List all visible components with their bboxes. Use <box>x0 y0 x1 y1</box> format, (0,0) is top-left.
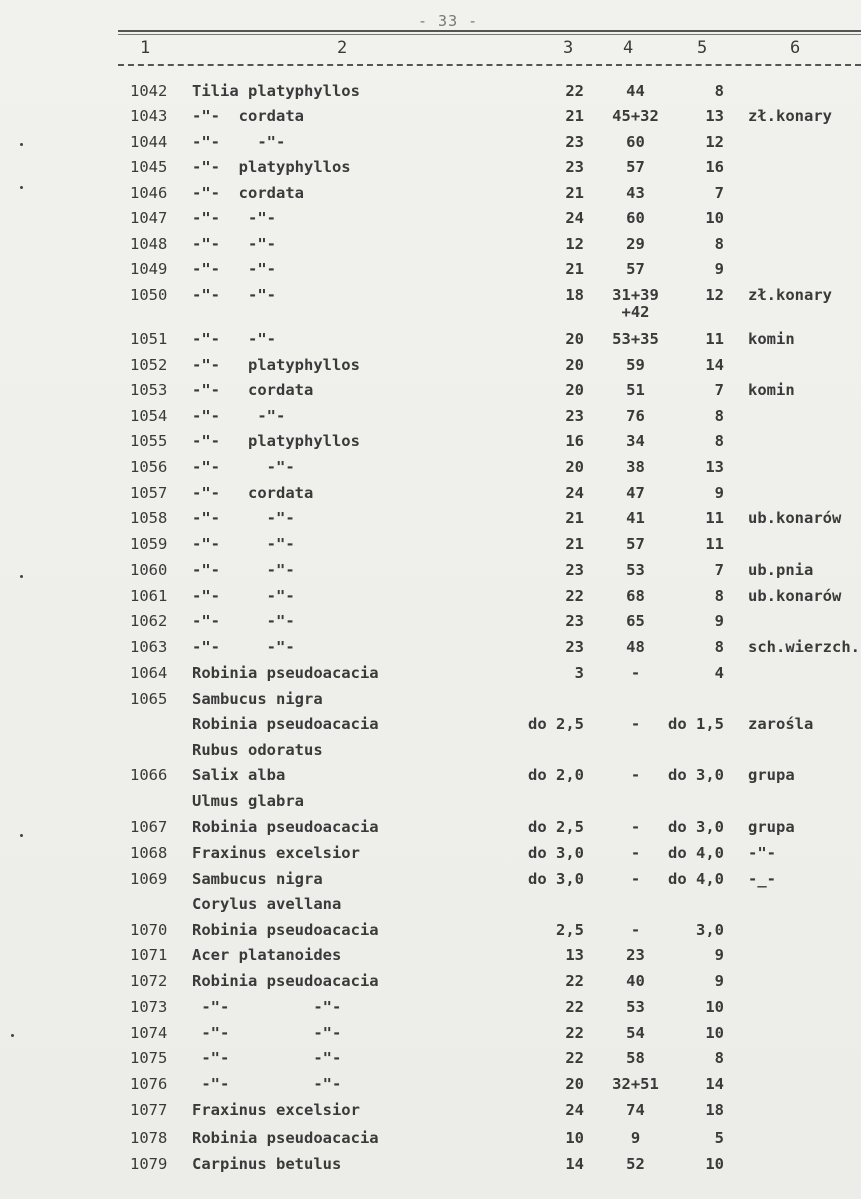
cell-col-3: 20 <box>565 458 584 476</box>
cell-col-1: 1050 <box>130 286 168 304</box>
cell-col-3: 22 <box>565 82 584 100</box>
cell-col-4: - <box>630 766 641 784</box>
cell-col-2: -"- -"- <box>192 587 295 605</box>
cell-col-5: 10 <box>705 209 724 227</box>
page-number: - 33 - <box>418 12 479 30</box>
cell-col-2: -"- -"- <box>192 235 276 253</box>
cell-col-3: 12 <box>565 235 584 253</box>
cell-col-1: 1077 <box>130 1101 168 1119</box>
cell-col-4: 31+39 +42 <box>612 286 659 321</box>
cell-col-5: do 1,5 <box>668 715 724 733</box>
cell-col-1: 1058 <box>130 509 168 527</box>
cell-col-6: ub.konarów <box>748 509 842 527</box>
cell-col-5: 7 <box>714 561 724 579</box>
cell-col-5: 10 <box>705 998 724 1016</box>
cell-col-3: 21 <box>565 260 584 278</box>
cell-col-1: 1048 <box>130 235 168 253</box>
cell-col-2: -"- -"- <box>192 133 286 151</box>
cell-col-4: 74 <box>626 1101 645 1119</box>
margin-mark <box>20 575 23 578</box>
cell-col-6: grupa <box>748 818 795 836</box>
cell-col-2: Robinia pseudoacacia <box>192 664 379 682</box>
cell-col-4: 52 <box>626 1155 645 1173</box>
cell-col-5: 8 <box>714 638 724 656</box>
cell-col-4: - <box>630 715 641 733</box>
cell-col-6: komin <box>748 381 795 399</box>
cell-col-3: 21 <box>565 107 584 125</box>
cell-col-3: 21 <box>565 535 584 553</box>
cell-col-4: 43 <box>626 184 645 202</box>
cell-col-2: -"- platyphyllos <box>192 432 360 450</box>
cell-col-4: 34 <box>626 432 645 450</box>
cell-col-2: -"- cordata <box>192 484 314 502</box>
cell-col-2: -"- -"- <box>192 638 295 656</box>
cell-col-4: 48 <box>626 638 645 656</box>
cell-col-4: - <box>630 664 641 682</box>
top-rule-thin <box>118 34 861 35</box>
cell-col-1: 1054 <box>130 407 168 425</box>
cell-col-2: Ulmus glabra <box>192 792 304 810</box>
cell-col-5: 9 <box>714 612 724 630</box>
cell-col-4: 23 <box>626 946 645 964</box>
cell-col-4: 68 <box>626 587 645 605</box>
cell-col-4: 41 <box>626 509 645 527</box>
top-rule <box>118 30 861 32</box>
cell-col-5: 11 <box>705 509 724 527</box>
cell-col-5: 9 <box>714 484 724 502</box>
cell-col-1: 1059 <box>130 535 168 553</box>
cell-col-2: Sambucus nigra <box>192 690 323 708</box>
cell-col-2: Corylus avellana <box>192 895 342 913</box>
cell-col-3: 23 <box>565 407 584 425</box>
cell-col-5: 3,0 <box>696 921 724 939</box>
cell-col-3: 22 <box>565 1049 584 1067</box>
cell-col-3: 22 <box>565 998 584 1016</box>
cell-col-4: 32+51 <box>612 1075 659 1093</box>
cell-col-1: 1051 <box>130 330 168 348</box>
cell-col-2: Rubus odoratus <box>192 741 323 759</box>
header-col-3: 3 <box>563 38 574 58</box>
cell-col-1: 1068 <box>130 844 168 862</box>
cell-col-2: Fraxinus excelsior <box>192 844 360 862</box>
cell-col-2: -"- platyphyllos <box>192 356 360 374</box>
cell-col-1: 1063 <box>130 638 168 656</box>
cell-col-6: komin <box>748 330 795 348</box>
cell-col-3: 20 <box>565 356 584 374</box>
cell-col-4: 54 <box>626 1024 645 1042</box>
margin-mark <box>11 1034 14 1037</box>
cell-col-4: 76 <box>626 407 645 425</box>
cell-col-4: 57 <box>626 535 645 553</box>
cell-col-4: 65 <box>626 612 645 630</box>
cell-col-2: Fraxinus excelsior <box>192 1101 360 1119</box>
cell-col-3: 21 <box>565 509 584 527</box>
cell-col-5: do 3,0 <box>668 818 724 836</box>
cell-col-2: -"- -"- <box>192 612 295 630</box>
cell-col-3: 21 <box>565 184 584 202</box>
cell-col-1: 1046 <box>130 184 168 202</box>
cell-col-5: 13 <box>705 107 724 125</box>
cell-col-3: do 3,0 <box>528 844 584 862</box>
cell-col-1: 1070 <box>130 921 168 939</box>
header-col-2: 2 <box>337 38 348 58</box>
cell-col-1: 1079 <box>130 1155 168 1173</box>
cell-col-3: 22 <box>565 1024 584 1042</box>
cell-col-5: 9 <box>714 260 724 278</box>
cell-col-5: 16 <box>705 158 724 176</box>
cell-col-2: Robinia pseudoacacia <box>192 921 379 939</box>
cell-col-5: 8 <box>714 432 724 450</box>
cell-col-5: 9 <box>714 946 724 964</box>
cell-col-4: 38 <box>626 458 645 476</box>
cell-col-4: 47 <box>626 484 645 502</box>
cell-col-4: 9 <box>630 1129 641 1147</box>
cell-col-2: -"- -"- <box>192 1024 342 1042</box>
cell-col-6: zł.konary <box>748 286 832 304</box>
cell-col-2: -"- -"- <box>192 1075 342 1093</box>
cell-col-5: do 4,0 <box>668 870 724 888</box>
cell-col-3: 20 <box>565 1075 584 1093</box>
cell-col-3: 3 <box>574 664 584 682</box>
cell-col-6: grupa <box>748 766 795 784</box>
margin-mark <box>20 143 23 146</box>
header-col-1: 1 <box>140 38 151 58</box>
cell-col-3: 24 <box>565 1101 584 1119</box>
cell-col-1: 1047 <box>130 209 168 227</box>
cell-col-1: 1078 <box>130 1129 168 1147</box>
cell-col-5: 5 <box>714 1129 724 1147</box>
margin-mark <box>20 186 23 189</box>
cell-col-3: 18 <box>565 286 584 304</box>
cell-col-1: 1056 <box>130 458 168 476</box>
cell-col-2: -"- -"- <box>192 407 286 425</box>
cell-col-3: 23 <box>565 638 584 656</box>
cell-col-1: 1060 <box>130 561 168 579</box>
cell-col-1: 1044 <box>130 133 168 151</box>
cell-col-1: 1071 <box>130 946 168 964</box>
cell-col-2: Carpinus betulus <box>192 1155 342 1173</box>
cell-col-3: 20 <box>565 381 584 399</box>
cell-col-1: 1069 <box>130 870 168 888</box>
cell-col-3: 2,5 <box>556 921 584 939</box>
cell-col-4: 57 <box>626 158 645 176</box>
cell-col-5: 8 <box>714 407 724 425</box>
cell-col-3: 22 <box>565 972 584 990</box>
cell-col-2: Acer platanoides <box>192 946 342 964</box>
cell-col-2: Robinia pseudoacacia <box>192 1129 379 1147</box>
cell-col-6: zarośla <box>748 715 814 733</box>
cell-col-5: 10 <box>705 1155 724 1173</box>
cell-col-2: -"- -"- <box>192 1049 342 1067</box>
cell-col-1: 1053 <box>130 381 168 399</box>
cell-col-4: 57 <box>626 260 645 278</box>
cell-col-1: 1057 <box>130 484 168 502</box>
header-col-4: 4 <box>623 38 634 58</box>
cell-col-6: sch.wierzch. <box>748 638 860 656</box>
cell-col-5: 8 <box>714 1049 724 1067</box>
cell-col-3: do 2,5 <box>528 715 584 733</box>
cell-col-2: Robinia pseudoacacia <box>192 715 379 733</box>
cell-col-3: 13 <box>565 946 584 964</box>
cell-col-1: 1062 <box>130 612 168 630</box>
cell-col-1: 1042 <box>130 82 168 100</box>
header-col-6: 6 <box>790 38 801 58</box>
cell-col-3: 23 <box>565 612 584 630</box>
cell-col-1: 1049 <box>130 260 168 278</box>
cell-col-3: do 2,0 <box>528 766 584 784</box>
cell-col-2: Salix alba <box>192 766 286 784</box>
cell-col-4: 29 <box>626 235 645 253</box>
cell-col-1: 1064 <box>130 664 168 682</box>
cell-col-6: ub.konarów <box>748 587 842 605</box>
cell-col-4: 53 <box>626 561 645 579</box>
cell-col-2: -"- -"- <box>192 561 295 579</box>
cell-col-5: 7 <box>714 184 724 202</box>
cell-col-1: 1067 <box>130 818 168 836</box>
cell-col-4: 60 <box>626 133 645 151</box>
cell-col-5: 11 <box>705 330 724 348</box>
cell-col-3: 22 <box>565 587 584 605</box>
cell-col-4: 60 <box>626 209 645 227</box>
cell-col-2: -"- cordata <box>192 381 314 399</box>
cell-col-4: - <box>630 818 641 836</box>
cell-col-5: 14 <box>705 356 724 374</box>
cell-col-4: 51 <box>626 381 645 399</box>
cell-col-1: 1072 <box>130 972 168 990</box>
cell-col-2: -"- -"- <box>192 458 295 476</box>
cell-col-2: -"- cordata <box>192 107 304 125</box>
header-rule <box>118 64 861 66</box>
cell-col-1: 1066 <box>130 766 168 784</box>
cell-col-6: zł.konary <box>748 107 832 125</box>
cell-col-5: 7 <box>714 381 724 399</box>
cell-col-5: 9 <box>714 972 724 990</box>
cell-col-2: -"- -"- <box>192 330 276 348</box>
cell-col-5: 12 <box>705 286 724 304</box>
cell-col-5: do 4,0 <box>668 844 724 862</box>
cell-col-6: -"- <box>748 844 776 862</box>
cell-col-3: 24 <box>565 209 584 227</box>
cell-col-2: -"- cordata <box>192 184 304 202</box>
cell-col-2: Sambucus nigra <box>192 870 323 888</box>
cell-col-5: 8 <box>714 82 724 100</box>
cell-col-6: -_- <box>748 870 776 888</box>
cell-col-2: Robinia pseudoacacia <box>192 818 379 836</box>
cell-col-3: 14 <box>565 1155 584 1173</box>
cell-col-1: 1076 <box>130 1075 168 1093</box>
cell-col-4: - <box>630 921 641 939</box>
cell-col-3: 23 <box>565 133 584 151</box>
cell-col-3: do 3,0 <box>528 870 584 888</box>
cell-col-5: 13 <box>705 458 724 476</box>
cell-col-2: -"- -"- <box>192 998 342 1016</box>
cell-col-4: 44 <box>626 82 645 100</box>
cell-col-1: 1061 <box>130 587 168 605</box>
cell-col-4: 40 <box>626 972 645 990</box>
cell-col-4: - <box>630 844 641 862</box>
cell-col-5: do 3,0 <box>668 766 724 784</box>
cell-col-1: 1074 <box>130 1024 168 1042</box>
cell-col-5: 10 <box>705 1024 724 1042</box>
cell-col-1: 1055 <box>130 432 168 450</box>
cell-col-3: 16 <box>565 432 584 450</box>
cell-col-3: 23 <box>565 158 584 176</box>
cell-col-1: 1052 <box>130 356 168 374</box>
cell-col-1: 1045 <box>130 158 168 176</box>
cell-col-4: - <box>630 870 641 888</box>
cell-col-5: 18 <box>705 1101 724 1119</box>
margin-mark <box>20 834 23 837</box>
cell-col-2: Tilia platyphyllos <box>192 82 360 100</box>
cell-col-4: 45+32 <box>612 107 659 125</box>
cell-col-5: 12 <box>705 133 724 151</box>
header-col-5: 5 <box>697 38 708 58</box>
cell-col-4: 59 <box>626 356 645 374</box>
cell-col-4: 53+35 <box>612 330 659 348</box>
cell-col-3: 20 <box>565 330 584 348</box>
cell-col-5: 8 <box>714 235 724 253</box>
cell-col-1: 1075 <box>130 1049 168 1067</box>
cell-col-3: 10 <box>565 1129 584 1147</box>
cell-col-4: 58 <box>626 1049 645 1067</box>
cell-col-1: 1065 <box>130 690 168 708</box>
cell-col-3: 24 <box>565 484 584 502</box>
cell-col-1: 1073 <box>130 998 168 1016</box>
cell-col-5: 4 <box>714 664 724 682</box>
cell-col-5: 11 <box>705 535 724 553</box>
cell-col-5: 8 <box>714 587 724 605</box>
cell-col-4: 53 <box>626 998 645 1016</box>
cell-col-2: -"- -"- <box>192 209 276 227</box>
cell-col-5: 14 <box>705 1075 724 1093</box>
cell-col-2: -"- platyphyllos <box>192 158 351 176</box>
cell-col-2: -"- -"- <box>192 509 295 527</box>
cell-col-2: -"- -"- <box>192 286 276 304</box>
cell-col-1: 1043 <box>130 107 168 125</box>
cell-col-2: -"- -"- <box>192 260 276 278</box>
cell-col-2: -"- -"- <box>192 535 295 553</box>
cell-col-6: ub.pnia <box>748 561 814 579</box>
cell-col-2: Robinia pseudoacacia <box>192 972 379 990</box>
cell-col-3: 23 <box>565 561 584 579</box>
cell-col-3: do 2,5 <box>528 818 584 836</box>
